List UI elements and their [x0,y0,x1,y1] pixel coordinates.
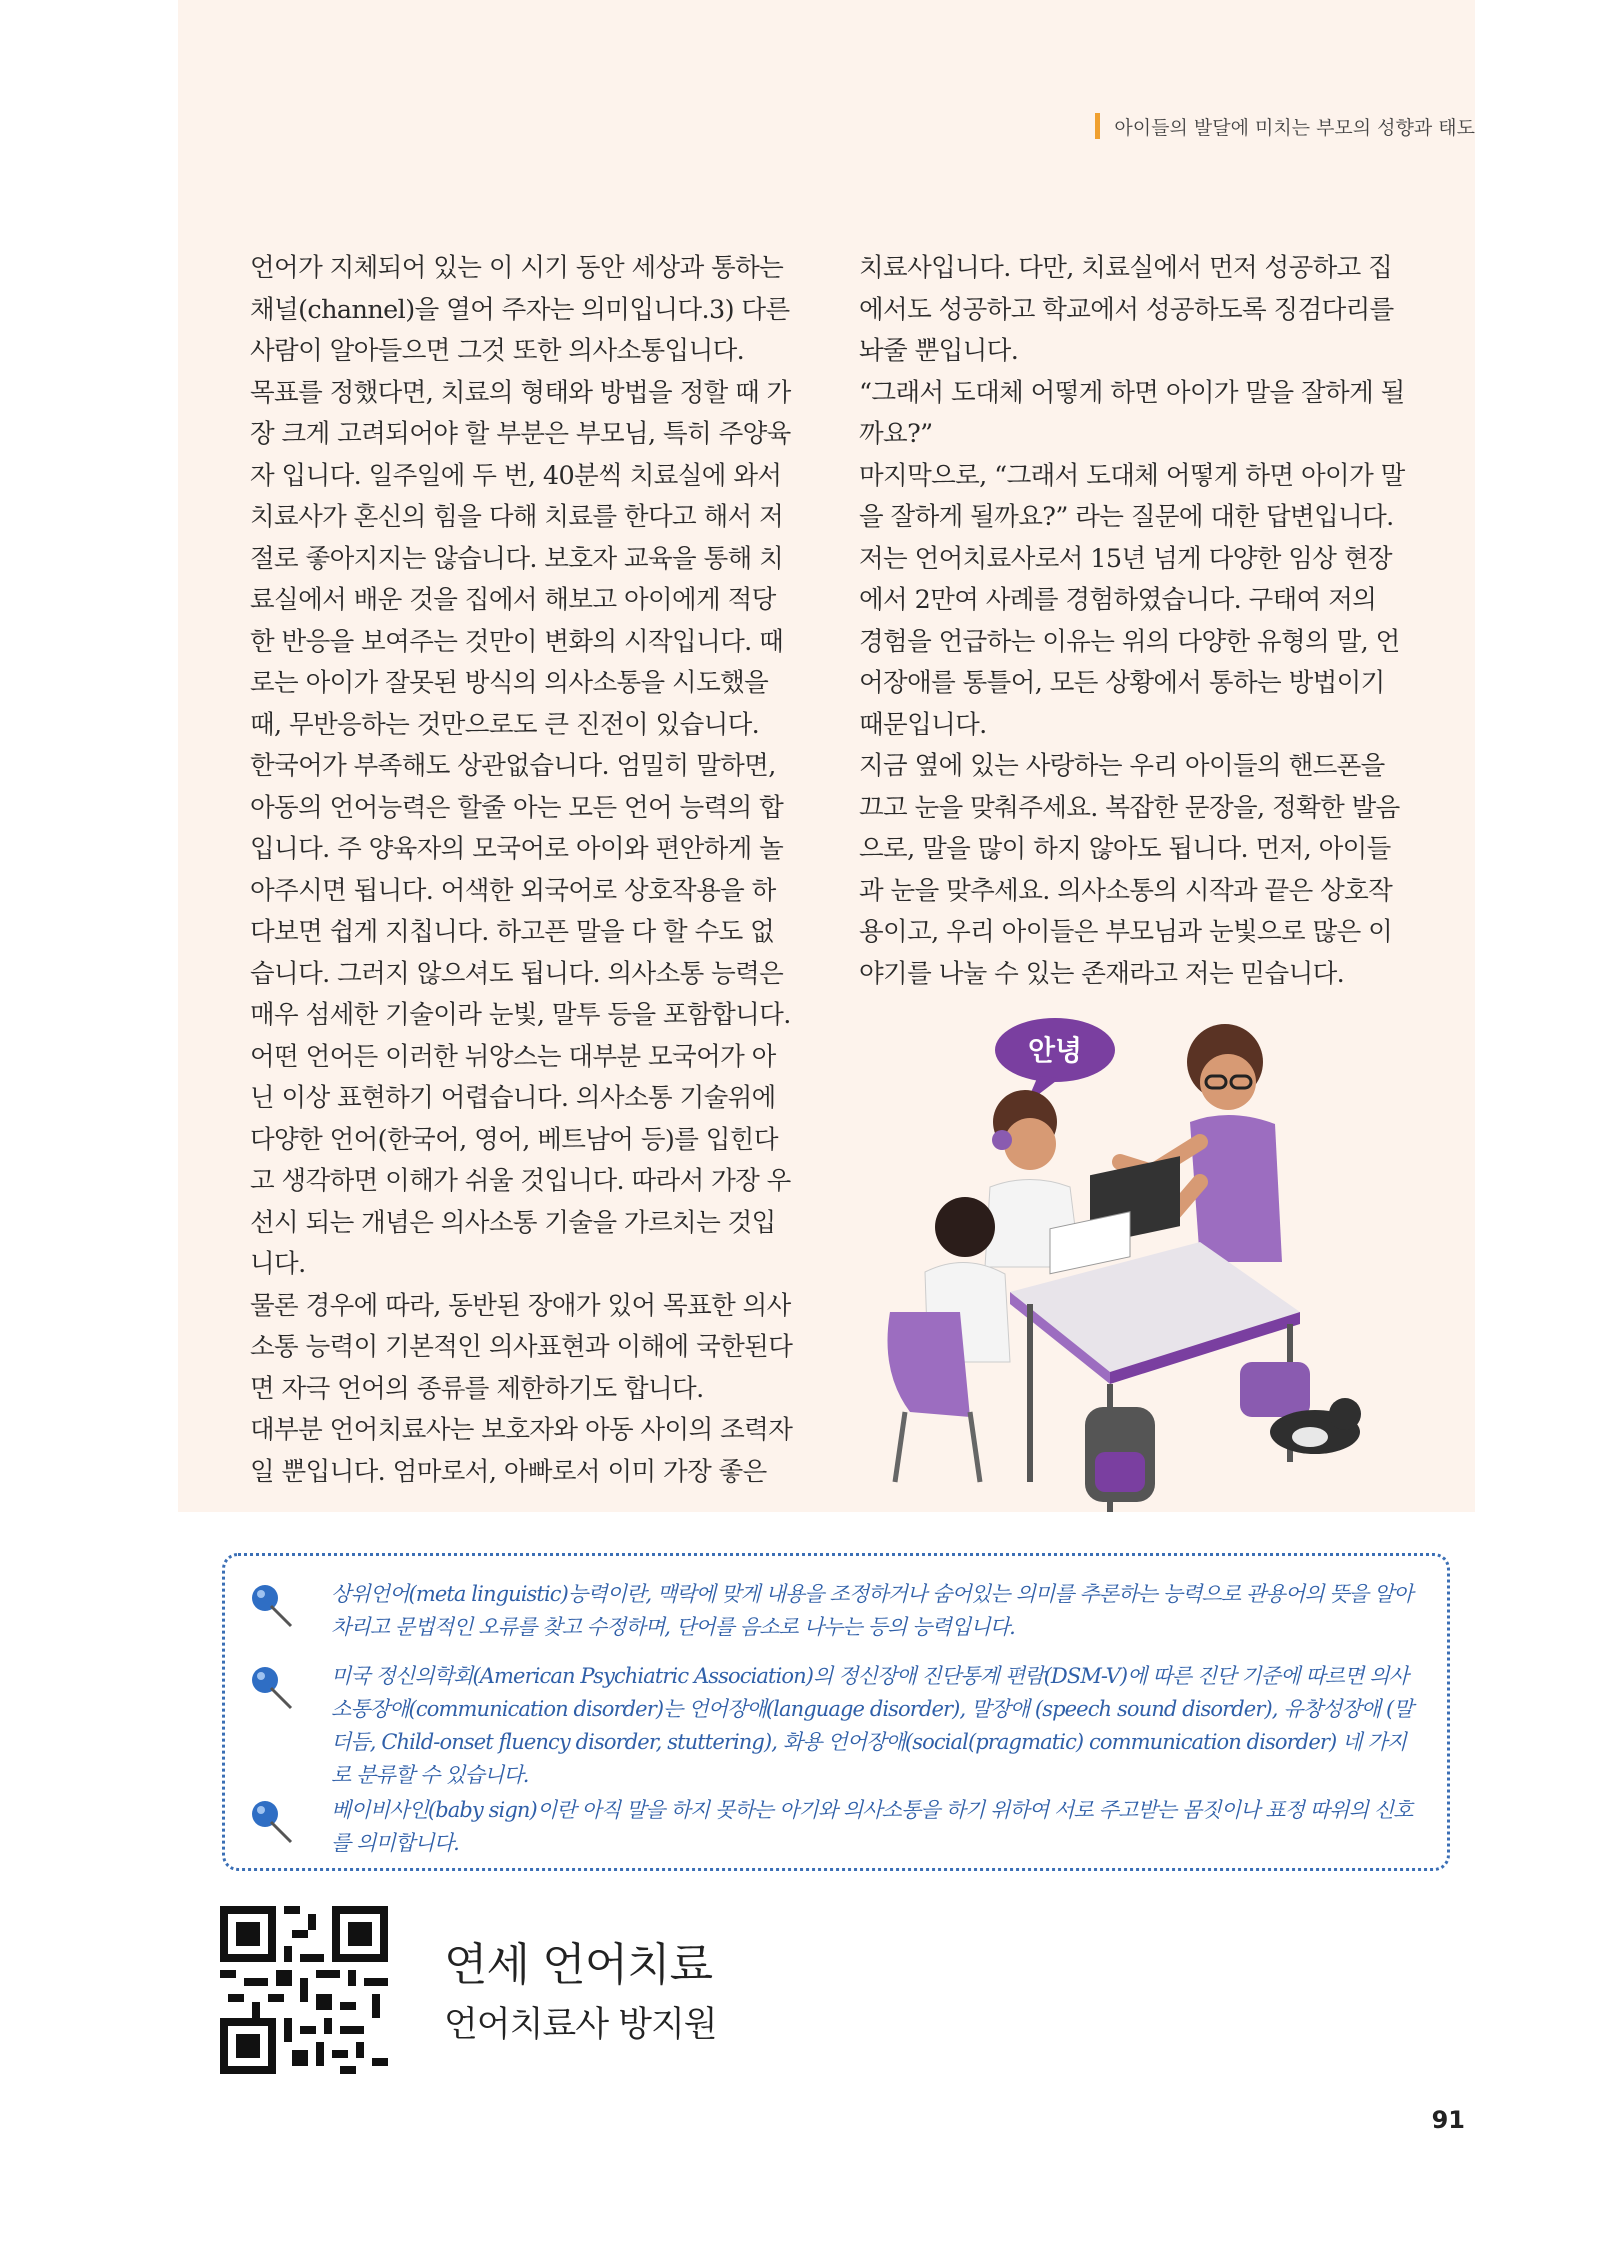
paragraph: 대부분 언어치료사는 보호자와 아동 사이의 조력자일 뿐입니다. 엄마로서, 아빠로서 이미 가장 좋은 [250,1415,793,1487]
speech-bubble [995,1018,1115,1104]
therapy-illustration [870,1012,1390,1522]
paragraph: “그래서 도대체 어떻게 하면 아이가 말을 잘하게 될까요?” [859,377,1405,449]
footer-title: 연세 언어치료 [444,1938,713,1991]
backpack [1085,1407,1155,1502]
footer-author: 언어치료사 방지원 [444,2005,717,2045]
pushpin-icon [245,1796,297,1848]
footnote [245,1578,1419,1644]
running-header [1095,112,1475,140]
qr-code[interactable] [220,1906,388,2074]
footnote [245,1660,1419,1792]
paragraph: 언어가 지체되어 있는 이 시기 동안 세상과 통하는 채널(channel)을 열어 주자는 의미입니다.3) 다른 사람이 알아들으면 그것 또한 의사소통입니다. [250,253,790,366]
pushpin-icon [245,1580,297,1632]
article-right-column [859,248,1407,995]
paragraph: 치료사입니다. 다만, 치료실에서 먼저 성공하고 집에서도 성공하고 학교에서 성공하도록 징검다리를 놔줄 뿐입니다. [859,253,1394,366]
page-number: 91 [1431,2106,1465,2134]
article-left-column [250,248,798,1493]
pushpin-icon [245,1662,297,1714]
footnote [245,1794,1419,1860]
paragraph: 한국어가 부족해도 상관없습니다. 엄밀히 말하면, 아동의 언어능력은 할줄 아는 모든 언어 능력의 합입니다. 주 양육자의 모국어로 아이와 편안하게 놀아주시면 됩니다. 어색한 외국어로 상호작용을 하다보면 쉽게 지칩니다. 하고픈 말을 다 할 수도 없습니다. 그러지 않으셔도 됩니다. 의사소통 능력은 매우 섬세한 기술이라 눈빛, 말투 등을 포함합니다. 어떤 언어든 이러한 뉘앙스는 대부분 모국어가 아닌 이상 표현하기 어렵습니다. 의사소통 기술위에 다양한 언어(한국어, 영어, 베트남어 등)를 입힌다고 생각하면 이해가 쉬울 것입니다. 따라서 가장 우선시 되는 개념은 의사소통 기술을 가르치는 것입니다. [250,751,791,1279]
footnote-text: 상위언어(meta linguistic)능력이란, 맥락에 맞게 내용을 조정하거나 숨어있는 의미를 추론하는 능력으로 관용어의 뜻을 알아차리고 문법적인 오류를 찾고 수정하며, 단어를 음소로 나누는 등의 능력입니다. [331,1582,1413,1639]
child-back-figure [888,1197,1011,1482]
speech-bubble-text: 안녕 [1027,1034,1083,1067]
footnote-text: 베이비사인(baby sign)이란 아직 말을 하지 못하는 아기와 의사소통을 하기 위하여 서로 주고받는 몸짓이나 표정 따위의 신호를 의미합니다. [331,1798,1413,1855]
cat-and-pillow [1240,1362,1361,1454]
footnotes-box [222,1553,1450,1871]
paragraph: 지금 옆에 있는 사랑하는 우리 아이들의 핸드폰을 끄고 눈을 맞춰주세요. 복잡한 문장을, 정확한 발음으로, 말을 많이 하지 않아도 됩니다. 먼저, 아이들과 눈을 맞추세요. 의사소통의 시작과 끝은 상호작용이고, 우리 아이들은 부모님과 눈빛으로 많은 이야기를 나눌 수 있는 존재라고 저는 믿습니다. [859,751,1400,989]
footnote-text: 미국 정신의학회(American Psychiatric Association)의 정신장애 진단통계 편람(DSM-V)에 따른 진단 기준에 따르면 의사소통장애(communication disorder)는 언어장애(language disorder), 말장애 (speech sound disorder), 유창성장애 (말더듬, Child-onset fluency disorder, stuttering), 화용 언어장애(social(pragmatic) communication disorder) 네 가지로 분류할 수 있습니다. [331,1664,1413,1787]
paragraph: 마지막으로, “그래서 도대체 어떻게 하면 아이가 말을 잘하게 될까요?” 라는 질문에 대한 답변입니다. 저는 언어치료사로서 15년 넘게 다양한 임상 현장에서 2만여 사례를 경험하였습니다. 구태여 저의 경험을 언급하는 이유는 위의 다양한 유형의 말, 언어장애를 통틀어, 모든 상황에서 통하는 방법이기 때문입니다. [859,460,1405,740]
section-title: 아이들의 발달에 미치는 부모의 성향과 태도 [1114,116,1475,139]
paragraph: 물론 경우에 따라, 동반된 장애가 있어 목표한 의사소통 능력이 기본적인 의사표현과 이해에 국한된다면 자극 언어의 종류를 제한하기도 합니다. [250,1290,793,1404]
header-accent-bar [1095,113,1100,139]
paragraph: 목표를 정했다면, 치료의 형태와 방법을 정할 때 가장 크게 고려되어야 할 부분은 부모님, 특히 주양육자 입니다. 일주일에 두 번, 40분씩 치료실에 와서 치료사가 혼신의 힘을 다해 치료를 한다고 해서 저절로 좋아지지는 않습니다. 보호자 교육을 통해 치료실에서 배운 것을 집에서 해보고 아이에게 적당한 반응을 보여주는 것만이 변화의 시작입니다. 때로는 아이가 잘못된 방식의 의사소통을 시도했을 때, 무반응하는 것만으로도 큰 진전이 있습니다. [250,377,791,740]
